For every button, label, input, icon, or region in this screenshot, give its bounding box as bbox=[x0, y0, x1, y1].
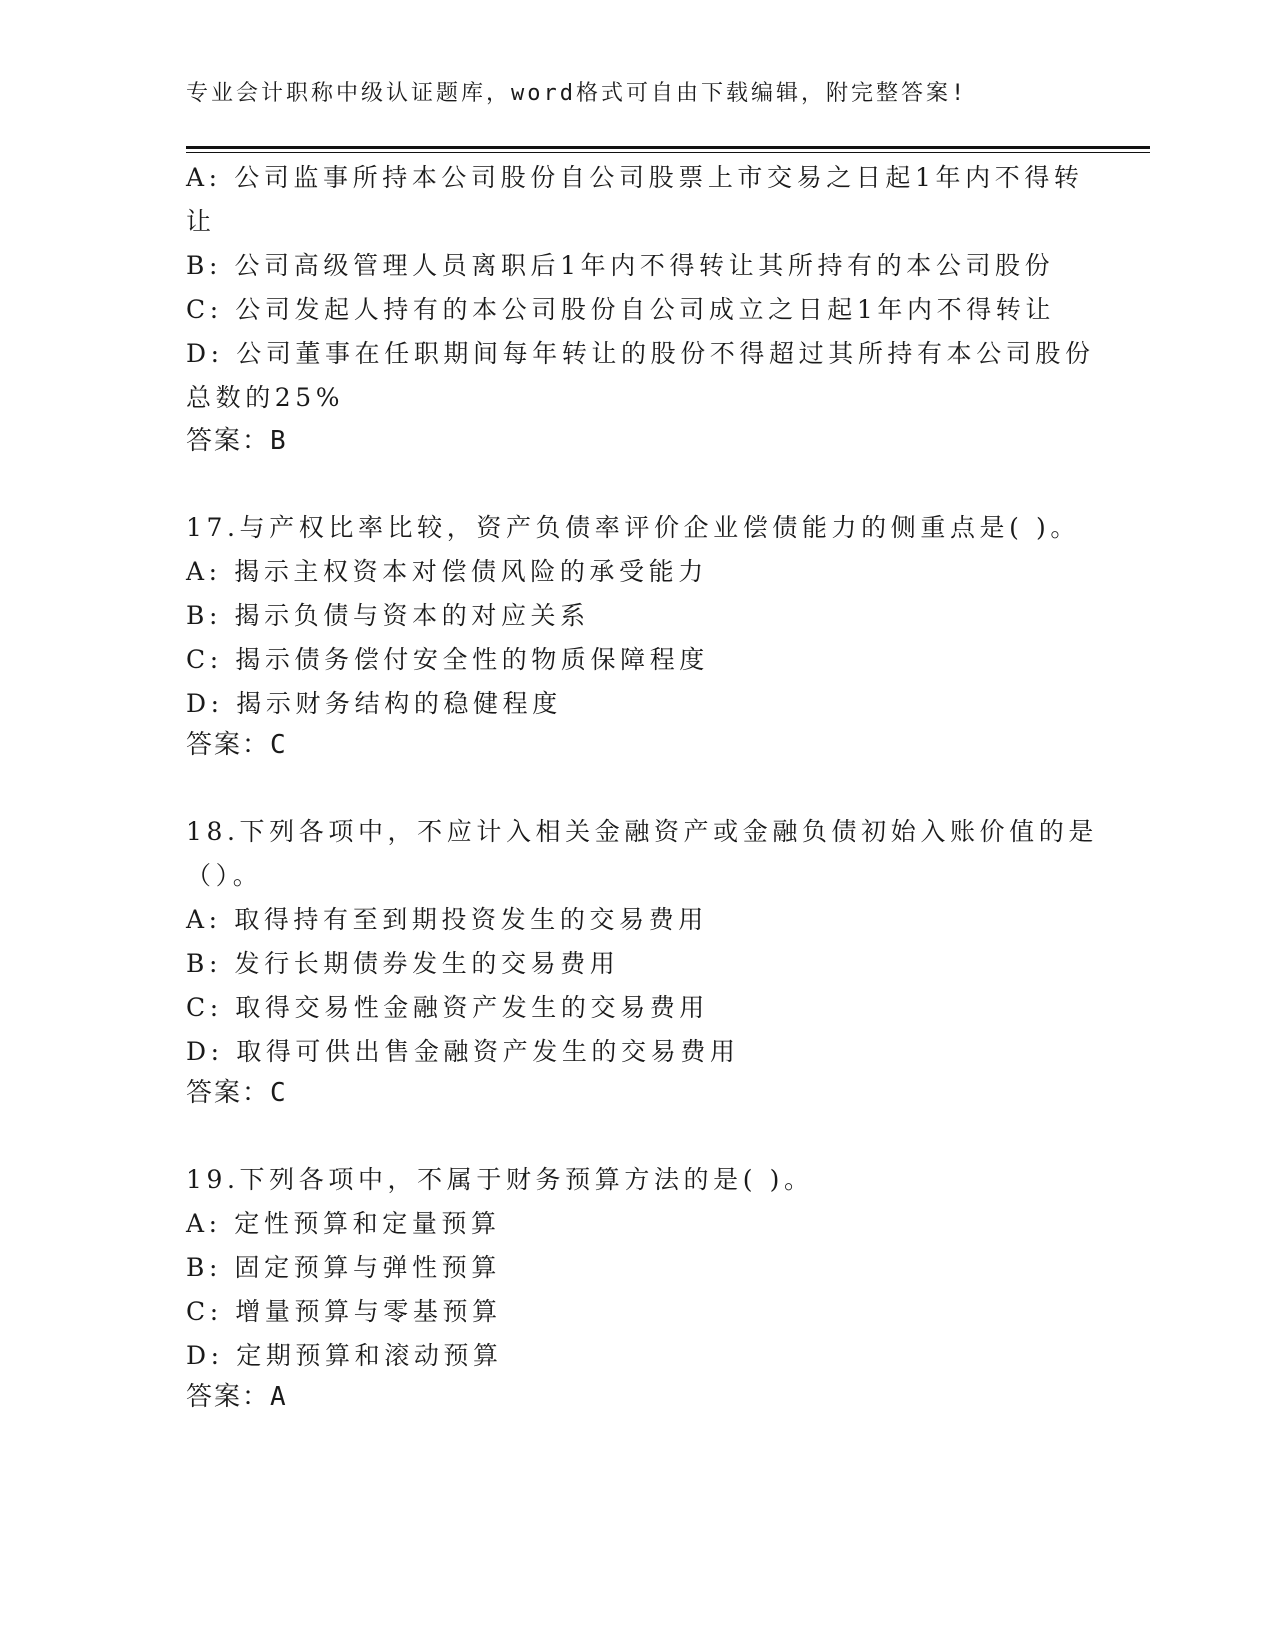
q17-question: 17.与产权比率比较，资产负债率评价企业偿债能力的侧重点是( )。 bbox=[186, 513, 1081, 542]
q16-option-c: C: 公司发起人持有的本公司股份自公司成立之日起1年内不得转让 bbox=[186, 295, 1056, 324]
page-header: 专业会计职称中级认证题库，word格式可自由下载编辑，附完整答案! bbox=[186, 81, 968, 106]
q18-question-cont: （）。 bbox=[186, 861, 263, 890]
q17-option-a: A: 揭示主权资本对偿债风险的承受能力 bbox=[186, 557, 708, 586]
q16-answer bbox=[186, 420, 286, 457]
q17-answer bbox=[186, 724, 286, 761]
answer-label: 答案： bbox=[186, 1382, 271, 1412]
q17-option-b: B: 揭示负债与资本的对应关系 bbox=[186, 601, 590, 630]
q17-option-d: D: 揭示财务结构的稳健程度 bbox=[186, 689, 562, 718]
q19-question: 19.下列各项中，不属于财务预算方法的是( )。 bbox=[186, 1165, 814, 1194]
header-rule-thick bbox=[186, 146, 1150, 149]
answer-value: C bbox=[270, 1078, 286, 1108]
answer-label: 答案： bbox=[186, 1078, 271, 1108]
q16-option-a: A: 公司监事所持本公司股份自公司股票上市交易之日起1年内不得转 bbox=[186, 163, 1084, 192]
q18-option-d: D: 取得可供出售金融资产发生的交易费用 bbox=[186, 1037, 740, 1066]
q17-option-c: C: 揭示债务偿付安全性的物质保障程度 bbox=[186, 645, 709, 674]
q19-option-b: B: 固定预算与弹性预算 bbox=[186, 1253, 501, 1282]
q19-option-a: A: 定性预算和定量预算 bbox=[186, 1209, 501, 1238]
answer-value: A bbox=[270, 1382, 286, 1412]
q19-option-c: C: 增量预算与零基预算 bbox=[186, 1297, 502, 1326]
q16-option-d-cont: 总数的25% bbox=[186, 383, 345, 412]
q16-option-d: D: 公司董事在任职期间每年转让的股份不得超过其所持有本公司股份 bbox=[186, 339, 1095, 368]
q16-option-b: B: 公司高级管理人员离职后1年内不得转让其所持有的本公司股份 bbox=[186, 251, 1055, 280]
answer-value: B bbox=[270, 426, 286, 456]
q18-question: 18.下列各项中，不应计入相关金融资产或金融负债初始入账价值的是 bbox=[186, 817, 1098, 846]
answer-label: 答案： bbox=[186, 730, 271, 760]
q18-option-b: B: 发行长期债券发生的交易费用 bbox=[186, 949, 620, 978]
q18-option-a: A: 取得持有至到期投资发生的交易费用 bbox=[186, 905, 708, 934]
answer-value: C bbox=[270, 730, 286, 760]
answer-label: 答案： bbox=[186, 426, 271, 456]
header-rule-thin bbox=[186, 152, 1150, 153]
q18-option-c: C: 取得交易性金融资产发生的交易费用 bbox=[186, 993, 709, 1022]
q19-option-d: D: 定期预算和滚动预算 bbox=[186, 1341, 503, 1370]
q19-answer bbox=[186, 1376, 286, 1413]
q16-option-a-cont: 让 bbox=[186, 207, 216, 236]
q18-answer bbox=[186, 1072, 286, 1109]
